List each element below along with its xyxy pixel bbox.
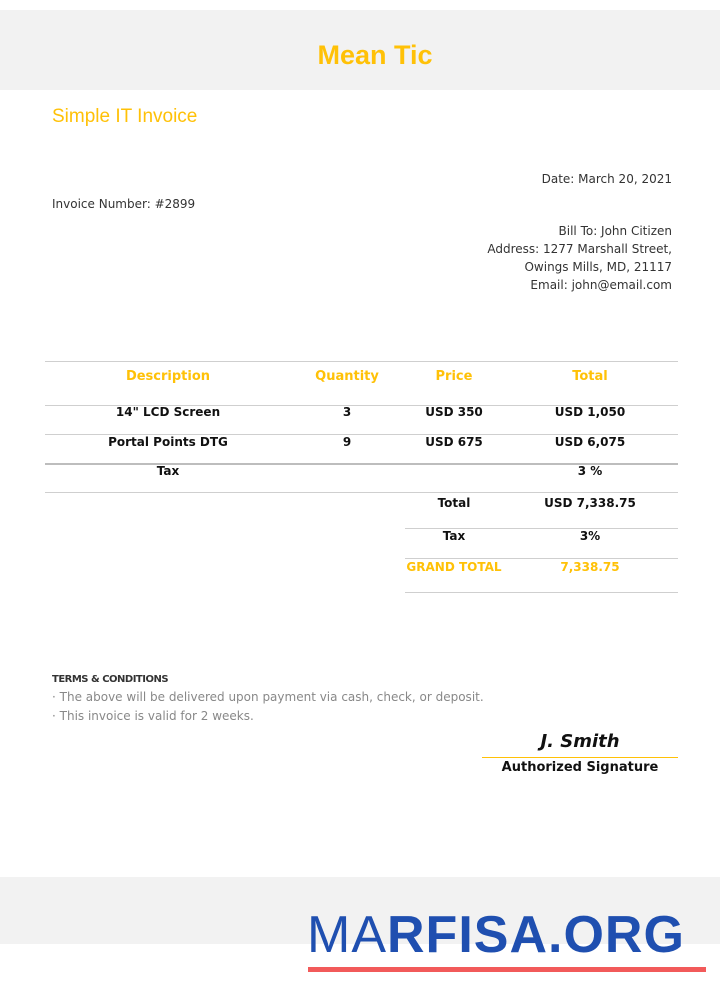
- item-price: USD 675: [425, 435, 483, 449]
- watermark-part1: MA: [307, 906, 387, 964]
- bill-to-name: Bill To: John Citizen: [558, 224, 672, 238]
- column-header-quantity: Quantity: [315, 369, 379, 384]
- bill-to-address-line1: Address: 1277 Marshall Street,: [487, 242, 672, 256]
- invoice-date: Date: March 20, 2021: [541, 172, 672, 186]
- terms-line: · The above will be delivered upon payment via cash, check, or deposit.: [52, 690, 484, 704]
- signature-line: [482, 757, 678, 758]
- column-header-total: Total: [572, 369, 608, 384]
- table-bottom-border: [45, 492, 678, 493]
- item-quantity: 9: [342, 435, 352, 449]
- summary-tax-label: Tax: [442, 529, 466, 543]
- table-top-border: [45, 361, 678, 362]
- item-description: 14" LCD Screen: [115, 405, 221, 419]
- item-description: Portal Points DTG: [108, 435, 228, 449]
- tax-label: Tax: [156, 464, 180, 478]
- tax-value: 3 %: [577, 464, 603, 478]
- company-name: Mean Tic: [317, 40, 433, 70]
- item-total: USD 1,050: [554, 405, 626, 419]
- column-header-price: Price: [435, 369, 473, 384]
- summary-divider: [405, 558, 678, 559]
- item-total: USD 6,075: [554, 435, 626, 449]
- terms-title: TERMS & CONDITIONS: [52, 674, 169, 685]
- column-header-description: Description: [125, 369, 211, 384]
- summary-tax-value: 3%: [579, 529, 601, 543]
- item-price: USD 350: [425, 405, 483, 419]
- signature-label: Authorized Signature: [501, 760, 659, 775]
- summary-total-value: USD 7,338.75: [544, 496, 636, 510]
- grand-total-value: 7,338.75: [560, 560, 620, 574]
- item-quantity: 3: [342, 405, 352, 419]
- watermark-part3: .ORG: [548, 906, 685, 964]
- document-title: Simple IT Invoice: [52, 106, 198, 127]
- watermark-underline: [308, 967, 706, 972]
- signature-name: J. Smith: [540, 731, 620, 752]
- bill-to-email: Email: john@email.com: [530, 278, 672, 292]
- bill-to-address-line2: Owings Mills, MD, 21117: [524, 260, 672, 274]
- grand-total-label: GRAND TOTAL: [406, 560, 502, 574]
- summary-bottom-border: [405, 592, 678, 593]
- invoice-number: Invoice Number: #2899: [52, 197, 196, 211]
- watermark-part2: RFISA: [387, 906, 548, 964]
- watermark-logo: [307, 905, 685, 965]
- bill-to-block: [487, 222, 672, 294]
- summary-total-label: Total: [437, 496, 471, 510]
- terms-line: · This invoice is valid for 2 weeks.: [52, 709, 254, 723]
